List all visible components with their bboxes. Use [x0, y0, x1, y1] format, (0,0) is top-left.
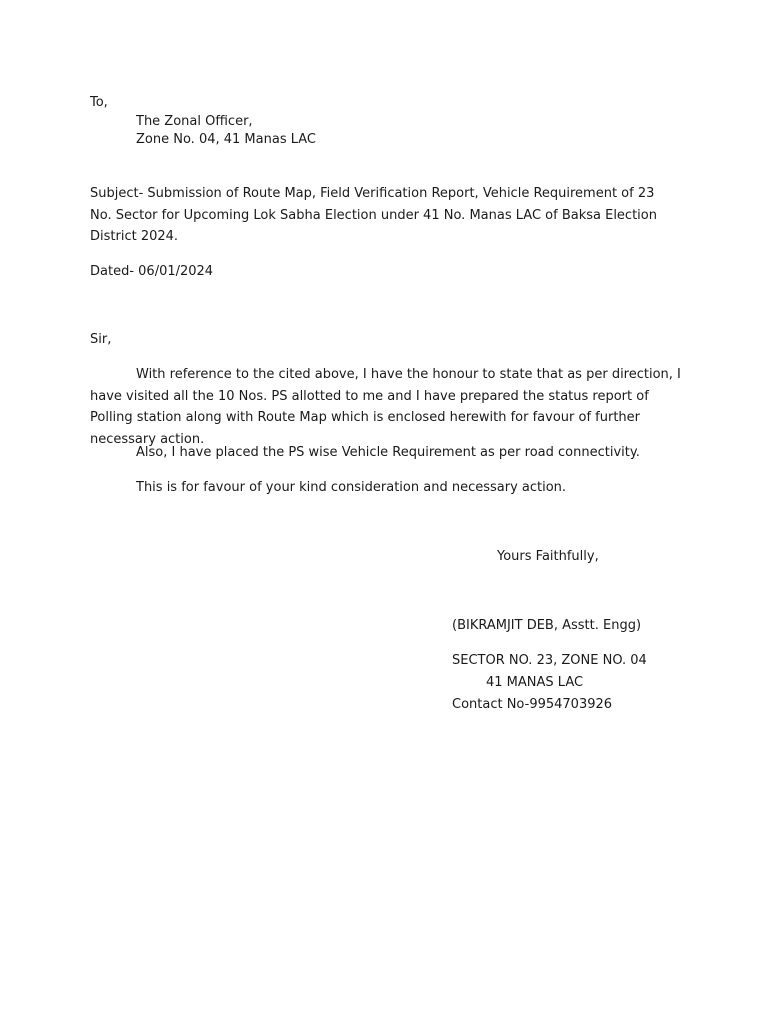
body-paragraph-2: Also, I have placed the PS wise Vehicle Requirement as per road connectivity. — [136, 445, 640, 460]
subject-line: Subject- Submission of Route Map, Field Verification Report, Vehicle Requirement of 23 No. Sector for Upcoming Lok Sabha Election under 41 No. Manas LAC of Baksa Election District 2024. — [90, 186, 657, 245]
signature-contact: Contact No-9954703926 — [452, 697, 613, 712]
recipient-title: The Zonal Officer, — [136, 114, 253, 129]
body-paragraph-3: This is for favour of your kind consideration and necessary action. — [136, 480, 567, 495]
recipient-address: Zone No. 04, 41 Manas LAC — [136, 132, 317, 147]
signature-sector: SECTOR NO. 23, ZONE NO. 04 — [452, 653, 647, 668]
dated-line: Dated- 06/01/2024 — [90, 264, 214, 279]
salutation-to: To, — [90, 95, 108, 110]
signature-lac: 41 MANAS LAC — [486, 675, 584, 690]
closing: Yours Faithfully, — [497, 549, 599, 564]
greeting: Sir, — [90, 332, 112, 347]
signature-name: (BIKRAMJIT DEB, Asstt. Engg) — [452, 618, 642, 633]
body-paragraph-1: With reference to the cited above, I have the honour to state that as per direction, I have visited all the 10 Nos. PS allotted to me and I have prepared the status report of Polling station along with Route Map which is enclosed herewith for favour of further necessary action. — [90, 367, 681, 447]
